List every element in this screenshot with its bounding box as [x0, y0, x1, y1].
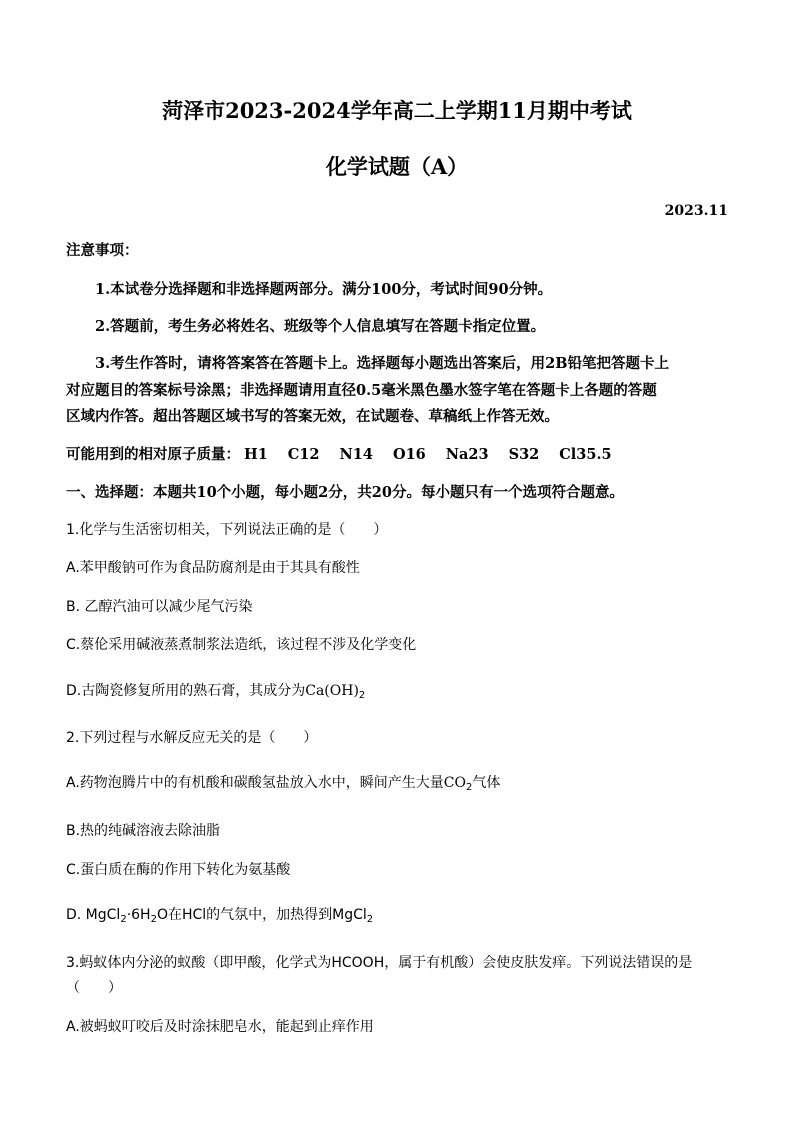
q2-option-d-text-mid2: O在HCl的气氛中，加热得到MgCl [156, 907, 367, 923]
q3-stem-continued: （ ） [66, 980, 122, 996]
q3-stem: 3.蚂蚁体内分泌的蚁酸（即甲酸，化学式为HCOOH，属于有机酸）会使皮肤发痒。下列说法错误的是 [66, 955, 693, 971]
q2-stem: 2.下列过程与水解反应无关的是（ ） [66, 730, 318, 746]
q2-option-b: B.热的纯碱溶液去除油脂 [66, 823, 221, 839]
notes-heading: 注意事项： [66, 242, 139, 259]
notes-item-3-line3: 区域内作答。超出答题区域书写的答案无效，在试题卷、草稿纸上作答无效。 [66, 408, 559, 425]
q2-option-d-text-mid: ·6H [126, 907, 151, 923]
notes-item-2: 2.答题前，考生务必将姓名、班级等个人信息填写在答题卡指定位置。 [95, 318, 546, 335]
q2-option-d-text: D. MgCl [66, 907, 121, 923]
q1-stem: 1.化学与生活密切相关，下列说法正确的是（ ） [66, 522, 388, 538]
q2-option-d-sub1: 2 [120, 914, 127, 925]
q2-option-c: C.蛋白质在酶的作用下转化为氨基酸 [66, 862, 291, 878]
notes-item-3-line2: 对应题目的答案标号涂黑；非选择题请用直径0.5毫米黑色墨水签字笔在答题卡上各题的答题 [66, 382, 657, 399]
exam-title: 菏泽市2023-2024学年高二上学期11月期中考试 [162, 98, 632, 123]
atomic-mass-line [66, 443, 632, 464]
atomic-mass-cl: Cl35.5 [559, 446, 612, 463]
q2-option-a-formula: CO [443, 775, 466, 791]
exam-date: 2023.11 [664, 203, 728, 219]
q3-option-a: A.被蚂蚁叮咬后及时涂抹肥皂水，能起到止痒作用 [66, 1019, 374, 1035]
q1-option-d-subscript: 2 [358, 690, 366, 701]
q1-option-b: B. 乙醇汽油可以减少尾气污染 [66, 599, 253, 615]
atomic-mass-h: H1 [244, 446, 268, 463]
section1-heading: 一、选择题：本题共10个小题，每小题2分，共20分。每小题只有一个选项符合题意。 [66, 484, 624, 501]
q2-option-a-text-end: 气体 [472, 775, 501, 791]
q2-option-d [66, 904, 373, 925]
atomic-mass-label: 可能用到的相对原子质量： [66, 446, 240, 463]
q2-option-d-sub2: 2 [150, 914, 157, 925]
atomic-mass-o: O16 [392, 446, 426, 463]
q2-option-d-sub3: 2 [366, 914, 374, 925]
q1-option-d-text: D.古陶瓷修复所用的熟石膏，其成分为 [66, 683, 306, 699]
q1-option-c: C.蔡伦采用碱液蒸煮制浆法造纸，该过程不涉及化学变化 [66, 637, 417, 653]
exam-subtitle: 化学试题（A） [325, 154, 469, 179]
q2-option-a-text: A.药物泡腾片中的有机酸和碳酸氢盐放入水中，瞬间产生大量 [66, 775, 444, 791]
atomic-mass-c: C12 [287, 446, 320, 463]
atomic-mass-s: S32 [508, 446, 540, 463]
q2-option-a [66, 772, 500, 793]
q2-option-a-subscript: 2 [465, 782, 473, 793]
q1-option-a: A.苯甲酸钠可作为食品防腐剂是由于其具有酸性 [66, 560, 360, 576]
notes-item-1: 1.本试卷分选择题和非选择题两部分。满分100分，考试时间90分钟。 [95, 281, 553, 298]
q1-option-d [66, 680, 365, 701]
atomic-mass-na: Na23 [445, 446, 489, 463]
atomic-mass-n: N14 [339, 446, 373, 463]
q1-option-d-formula: Ca(OH) [305, 683, 359, 699]
notes-item-3-line1: 3.考生作答时，请将答案答在答题卡上。选择题每小题选出答案后，用2B铅笔把答题卡上 [95, 355, 669, 372]
